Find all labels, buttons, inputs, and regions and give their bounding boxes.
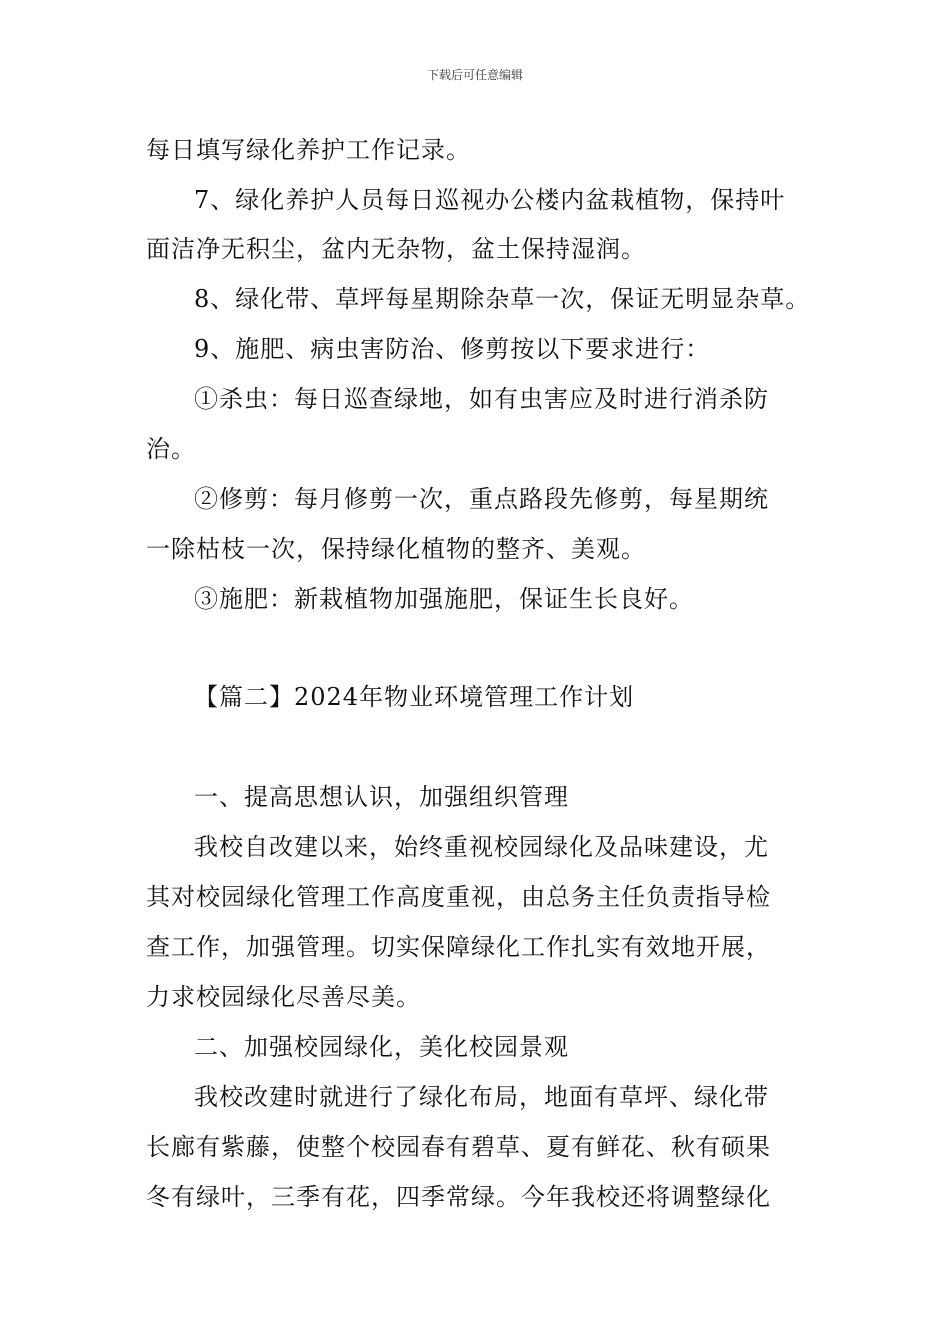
text-line: ②修剪：每月修剪一次，重点路段先修剪，每星期统 [194, 485, 769, 513]
text-line: 长廊有紫藤，使整个校园春有碧草、夏有鲜花、秋有硕果 [146, 1133, 771, 1161]
text-line: 查工作，加强管理。切实保障绿化工作扎实有效地开展， [146, 933, 771, 961]
section-heading: 【篇二】2024年物业环境管理工作计划 [194, 683, 635, 711]
text-line: 力求校园绿化尽善尽美。 [146, 983, 421, 1011]
text-line: ③施肥：新栽植物加强施肥，保证生长良好。 [194, 585, 694, 613]
text-line: 8、绿化带、草坪每星期除杂草一次，保证无明显杂草。 [194, 285, 811, 313]
subheading: 一、提高思想认识，加强组织管理 [194, 783, 569, 811]
page-header: 下载后可任意编辑 [426, 68, 523, 82]
text-line: 我校自改建以来，始终重视校园绿化及品味建设，尤 [194, 833, 769, 861]
text-line: 冬有绿叶，三季有花，四季常绿。今年我校还将调整绿化 [146, 1183, 771, 1211]
text-line: 治。 [146, 435, 196, 463]
text-line: ①杀虫：每日巡查绿地，如有虫害应及时进行消杀防 [194, 385, 769, 413]
text-line: 一除枯枝一次，保持绿化植物的整齐、美观。 [146, 535, 646, 563]
text-line: 我校改建时就进行了绿化布局，地面有草坪、绿化带 [194, 1083, 769, 1111]
text-line: 每日填写绿化养护工作记录。 [146, 136, 471, 164]
text-line: 9、施肥、病虫害防治、修剪按以下要求进行： [194, 335, 711, 363]
text-line: 其对校园绿化管理工作高度重视，由总务主任负责指导检 [146, 883, 771, 911]
text-line: 7、绿化养护人员每日巡视办公楼内盆栽植物，保持叶 [194, 186, 786, 214]
subheading: 二、加强校园绿化，美化校园景观 [194, 1033, 569, 1061]
text-line: 面洁净无积尘，盆内无杂物，盆土保持湿润。 [146, 235, 646, 263]
